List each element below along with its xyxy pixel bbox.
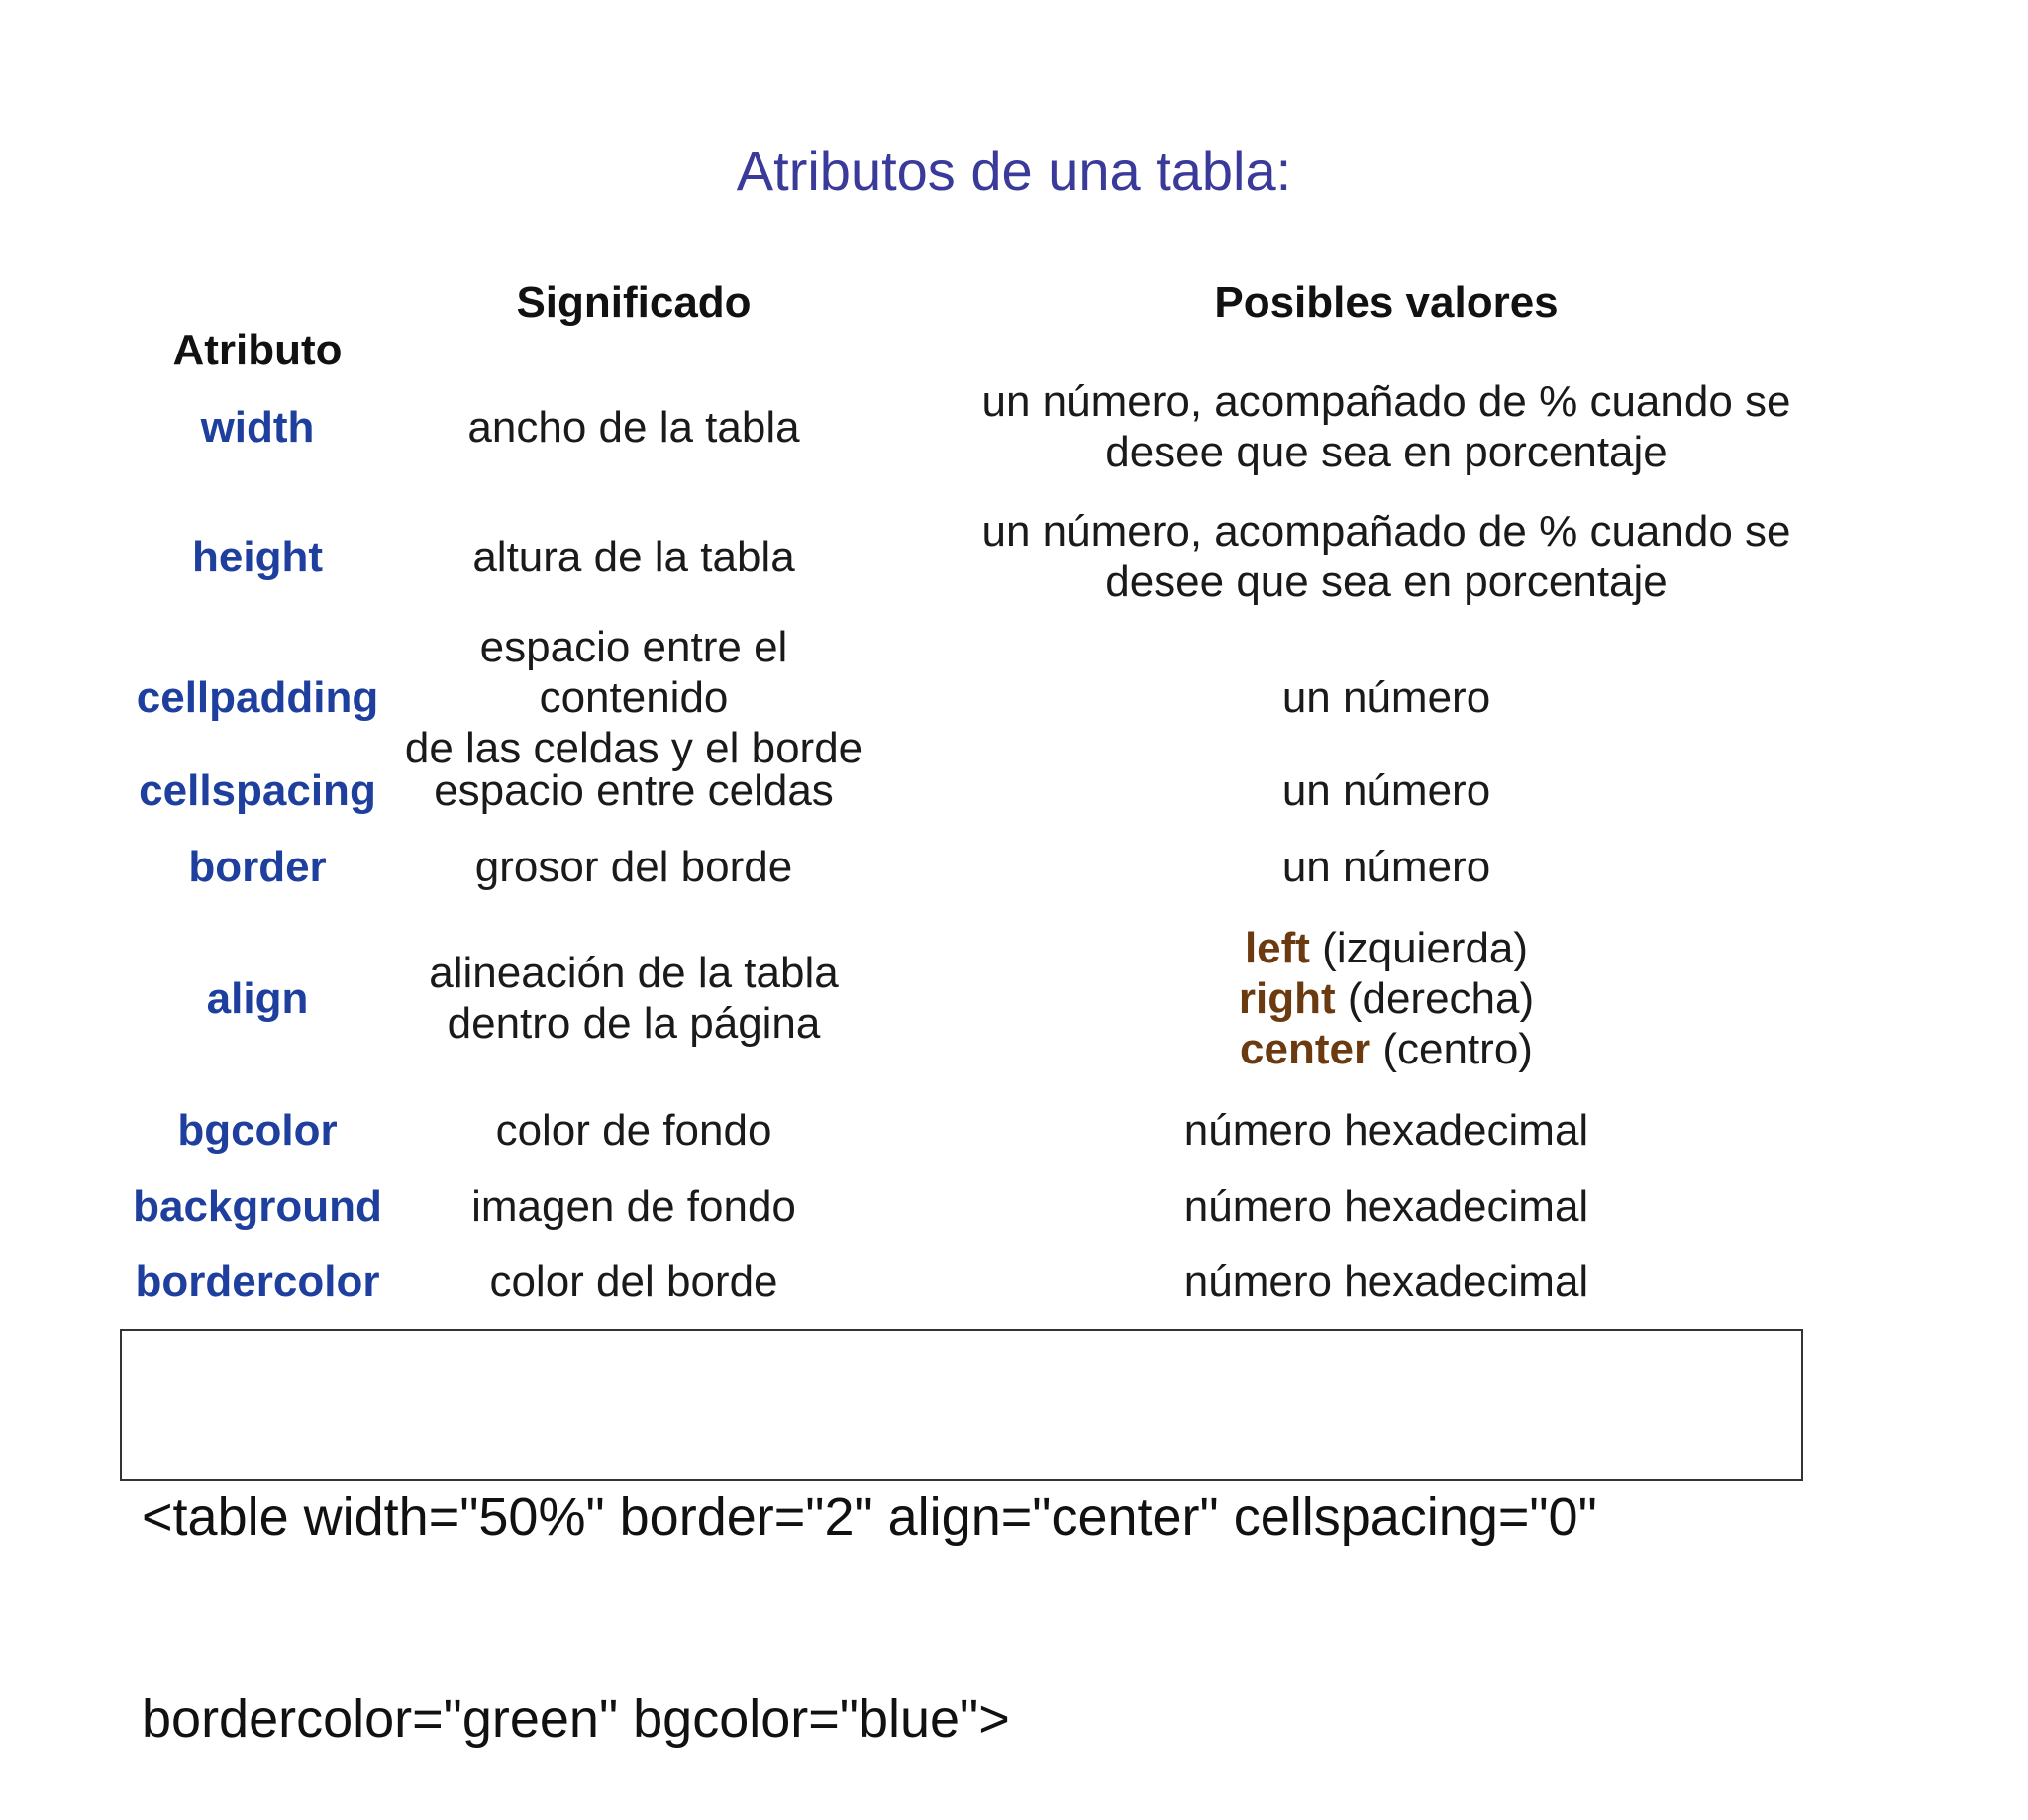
meaning-line: color de fondo xyxy=(495,1105,772,1155)
attribute-values xyxy=(871,376,1901,477)
attribute-meaning xyxy=(396,1181,871,1232)
table-row xyxy=(119,753,1901,828)
align-description: (derecha) xyxy=(1335,973,1535,1023)
header-significado: Significado xyxy=(516,278,752,327)
attribute-meaning xyxy=(396,1257,871,1307)
attribute-meaning xyxy=(396,532,871,582)
table-row xyxy=(119,491,1901,622)
attribute-values xyxy=(871,765,1901,816)
align-value-right xyxy=(871,973,1901,1024)
attribute-meaning xyxy=(396,948,871,1049)
header-posibles-valores: Posibles valores xyxy=(1214,278,1559,327)
attributes-table xyxy=(119,267,1901,1319)
values-line: desee que sea en porcentaje xyxy=(1105,428,1668,476)
align-description: (izquierda) xyxy=(1309,923,1529,972)
align-keyword: right xyxy=(1238,973,1336,1023)
attribute-name: align xyxy=(206,973,309,1023)
attribute-meaning xyxy=(396,765,871,816)
attribute-values xyxy=(871,506,1901,607)
header-atributo: Atributo xyxy=(172,326,343,374)
values-line: un número xyxy=(1281,842,1491,891)
attribute-values xyxy=(871,842,1901,892)
slide-title: Atributos de una tabla: xyxy=(736,140,1292,202)
meaning-line: grosor del borde xyxy=(474,842,793,891)
values-line: un número, acompañado de % cuando se xyxy=(981,377,1791,426)
attribute-name: height xyxy=(192,532,323,581)
align-keyword: left xyxy=(1244,923,1310,972)
code-example-box xyxy=(120,1329,1803,1749)
values-line: número hexadecimal xyxy=(1183,1105,1589,1155)
attribute-name: cellspacing xyxy=(139,765,376,815)
attribute-meaning xyxy=(396,1105,871,1156)
attribute-meaning xyxy=(396,842,871,892)
table-row xyxy=(119,622,1901,772)
values-line: número hexadecimal xyxy=(1183,1181,1589,1231)
meaning-line: color del borde xyxy=(489,1257,778,1306)
values-line: un número xyxy=(1281,765,1491,815)
meaning-line: altura de la tabla xyxy=(472,532,795,581)
attribute-values xyxy=(871,923,1901,1074)
table-row xyxy=(119,1244,1901,1319)
values-line: un número xyxy=(1281,673,1491,722)
meaning-line: espacio entre el contenido xyxy=(479,623,788,722)
attribute-name: width xyxy=(200,402,315,452)
meaning-line: alineación de la tabla xyxy=(429,949,839,997)
attribute-name: bordercolor xyxy=(135,1257,380,1306)
values-line: desee que sea en porcentaje xyxy=(1105,557,1668,606)
code-line: <table width="50%" border="2" align="center" cellspacing="0" xyxy=(142,1487,1597,1547)
meaning-line: ancho de la tabla xyxy=(467,402,800,452)
attribute-meaning xyxy=(396,402,871,453)
meaning-line: imagen de fondo xyxy=(471,1181,796,1231)
table-row xyxy=(119,1168,1901,1244)
attribute-values xyxy=(871,1181,1901,1232)
attribute-name: bgcolor xyxy=(177,1105,338,1155)
attribute-values xyxy=(871,672,1901,723)
attribute-values xyxy=(871,1105,1901,1156)
meaning-line: de las celdas y el borde xyxy=(404,724,863,772)
attribute-name: cellpadding xyxy=(136,673,379,722)
align-description: (centro) xyxy=(1370,1024,1533,1073)
values-line: número hexadecimal xyxy=(1183,1257,1589,1306)
table-row xyxy=(119,362,1901,491)
meaning-line: dentro de la página xyxy=(447,999,821,1048)
meaning-line: espacio entre celdas xyxy=(434,765,834,815)
attribute-values xyxy=(871,1257,1901,1307)
attribute-meaning xyxy=(396,622,871,773)
attribute-name: border xyxy=(188,842,327,891)
table-row xyxy=(119,905,1901,1091)
align-value-center xyxy=(871,1024,1901,1074)
align-value-left xyxy=(871,923,1901,973)
table-header-row xyxy=(119,267,1901,374)
values-line: un número, acompañado de % cuando se xyxy=(981,507,1791,556)
table-row xyxy=(119,828,1901,905)
attribute-name: background xyxy=(133,1181,382,1231)
table-row xyxy=(119,1091,1901,1168)
code-line: bordercolor="green" bgcolor="blue"> xyxy=(142,1689,1010,1749)
align-keyword: center xyxy=(1240,1024,1371,1073)
